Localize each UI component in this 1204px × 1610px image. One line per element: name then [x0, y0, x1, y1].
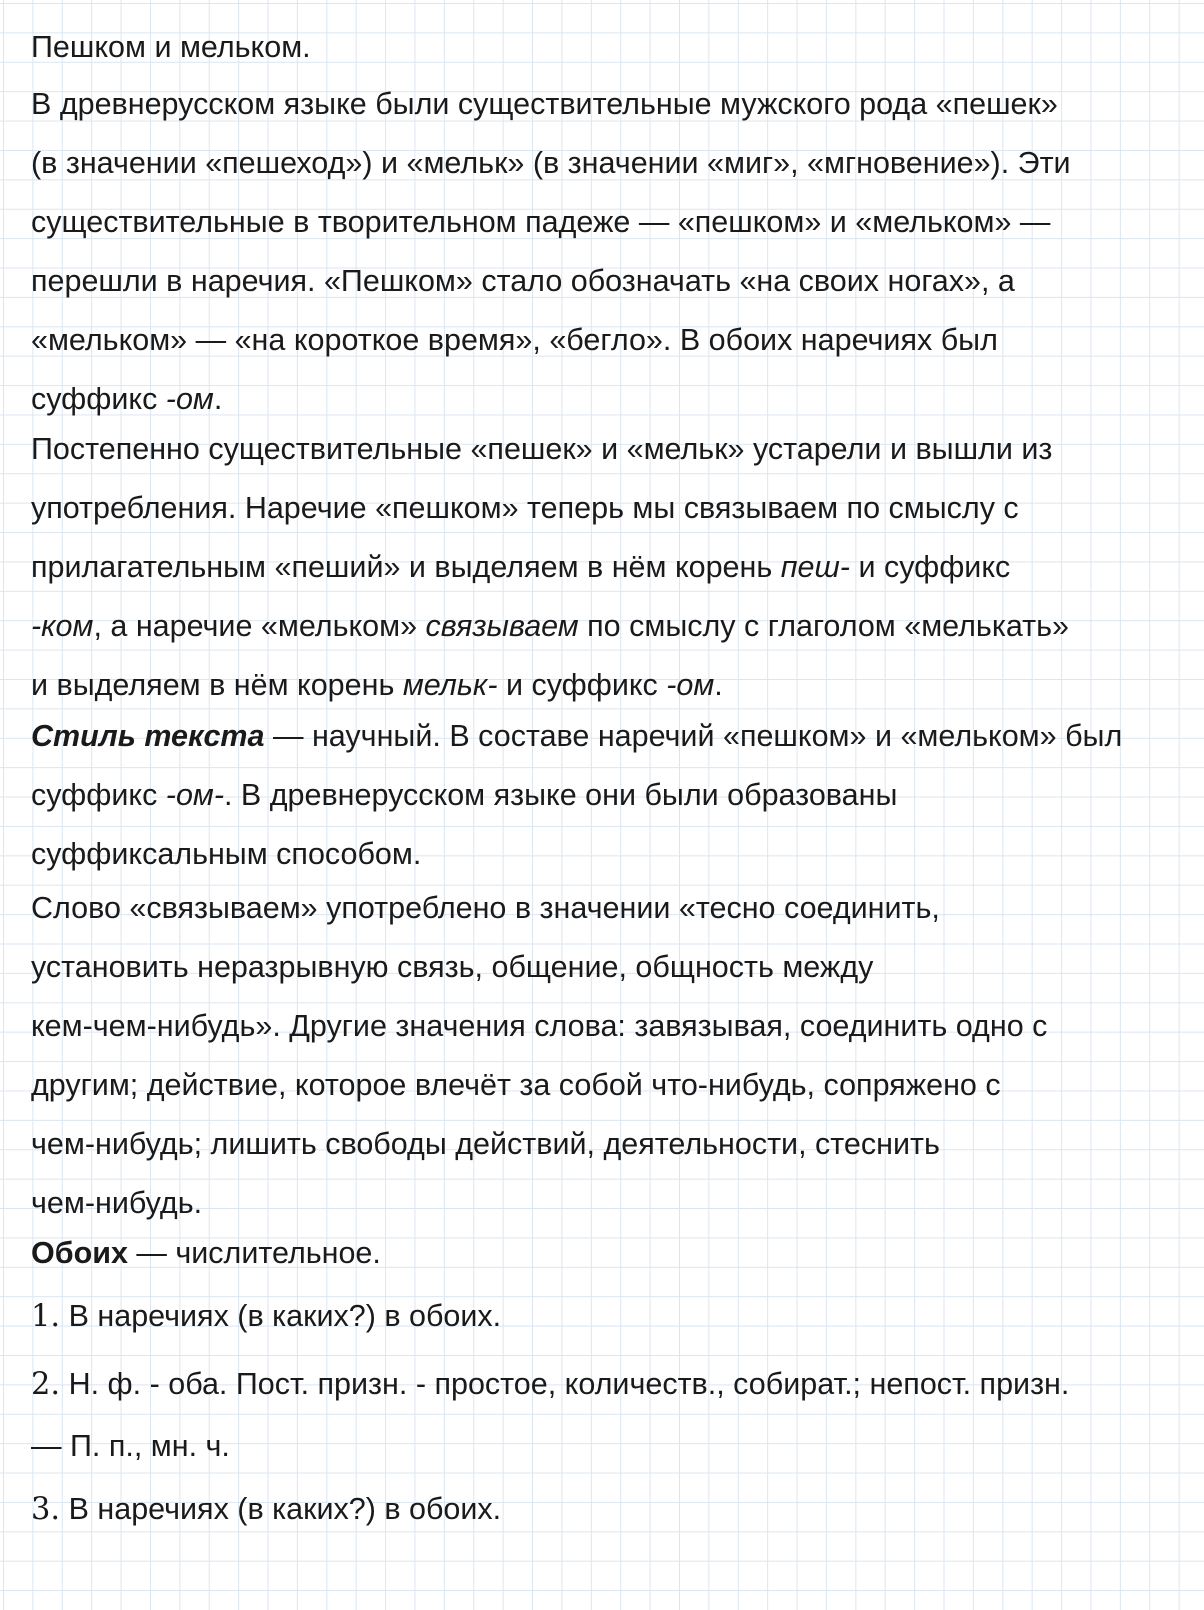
text-line	[31, 1224, 1181, 1283]
text-fragment: суффикс	[31, 382, 166, 416]
text-fragment: и суффикс	[497, 668, 667, 702]
text-line	[31, 766, 1181, 825]
text-line: существительные в творительном падеже — «пешком» и «мельком» —	[31, 205, 1051, 239]
paragraph-meaning	[31, 879, 1181, 1233]
text-line	[31, 1355, 1181, 1417]
suffix-italic: -ом	[666, 668, 715, 702]
word-italic: связываем	[425, 609, 579, 643]
list-text: В наречиях (в каких?) в обоих.	[60, 1492, 502, 1526]
heading-text: Пешком и мельком.	[31, 30, 311, 64]
text-line: суффиксальным способом.	[31, 837, 422, 871]
text-line: «мельком» — «на короткое время», «бегло». В обоих наречиях был	[31, 323, 998, 357]
text-fragment: .	[213, 382, 223, 416]
style-label: Стиль текста	[31, 719, 265, 753]
list-item-3	[31, 1480, 1181, 1539]
list-item-1	[31, 1287, 1181, 1346]
text-line: В древнерусском языке были существительные мужского рода «пешек»	[31, 87, 1058, 121]
text-line: употребления. Наречие «пешком» теперь мы связываем по смыслу с	[31, 491, 1019, 525]
text-fragment: .	[714, 668, 723, 702]
word-bold: Обоих	[31, 1236, 128, 1270]
text-line: кем-чем-нибудь». Другие значения слова: завязывая, соединить одно с	[31, 1009, 1048, 1043]
text-line	[31, 597, 1181, 656]
text-fragment: по смыслу с глаголом «мелькать»	[578, 609, 1069, 643]
suffix-italic: -ком	[31, 609, 94, 643]
text-fragment: — числительное.	[127, 1236, 381, 1270]
text-line: чем-нибудь.	[31, 1186, 203, 1220]
list-number: 2.	[31, 1367, 61, 1402]
text-line	[31, 707, 1181, 766]
list-item-2	[31, 1355, 1181, 1476]
text-line: установить неразрывную связь, общение, общность между	[31, 950, 874, 984]
text-fragment: , а наречие «мельком»	[93, 609, 426, 643]
root-italic: пеш-	[780, 550, 850, 584]
paragraph-origin	[31, 75, 1181, 429]
list-number: 1.	[31, 1299, 61, 1334]
list-number: 3.	[31, 1492, 61, 1527]
paragraph-numeral	[31, 1224, 1181, 1283]
text-line: — П. п., мн. ч.	[31, 1429, 230, 1463]
text-fragment: . В древнерусском языке они были образованы	[223, 778, 898, 812]
text-line: чем-нибудь; лишить свободы действий, деятельности, стеснить	[31, 1127, 940, 1161]
heading-line	[31, 18, 1181, 77]
text-line: перешли в наречия. «Пешком» стало обозначать «на своих ногах», а	[31, 264, 1015, 298]
text-line: Слово «связываем» употреблено в значении «тесно соединить,	[31, 891, 940, 925]
text-line: (в значении «пешеход») и «мельк» (в значении «миг», «мгновение»). Эти	[31, 146, 1071, 180]
text-fragment: и выделяем в нём корень	[31, 668, 403, 702]
root-italic: мельк-	[402, 668, 498, 702]
list-text: Н. ф. - оба. Пост. призн. - простое, количеств., собират.; непост. призн.	[60, 1367, 1070, 1401]
paragraph-evolution	[31, 420, 1181, 715]
list-text: В наречиях (в каких?) в обоих.	[60, 1299, 502, 1333]
text-fragment: — научный. В составе наречий «пешком» и «мельком» был	[264, 719, 1123, 753]
suffix-italic: -ом-	[165, 778, 224, 812]
text-fragment: прилагательным «пеший» и выделяем в нём корень	[31, 550, 781, 584]
text-line	[31, 1480, 1181, 1539]
text-fragment: суффикс	[31, 778, 166, 812]
text-line	[31, 1287, 1181, 1346]
suffix-italic: -ом	[165, 382, 214, 416]
paragraph-style	[31, 707, 1181, 884]
text-fragment: и суффикс	[849, 550, 1011, 584]
text-line: Постепенно существительные «пешек» и «мельк» устарели и вышли из	[31, 432, 1053, 466]
text-line	[31, 538, 1181, 597]
text-line: другим; действие, которое влечёт за собой что-нибудь, сопряжено с	[31, 1068, 1001, 1102]
